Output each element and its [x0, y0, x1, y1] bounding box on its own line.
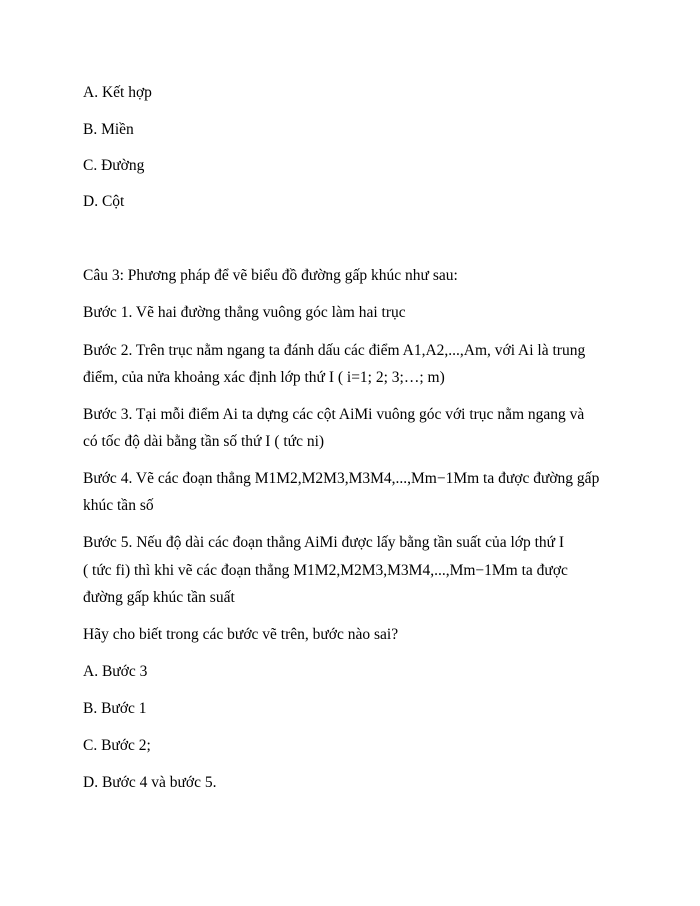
question-prompt: Hãy cho biết trong các bước vẽ trên, bước nào sai? — [83, 626, 399, 643]
step-3-line-1: Bước 3. Tại mỗi điểm Ai ta dựng các cột AiMi vuông góc với trục nằm ngang và — [83, 406, 585, 423]
step-2-line-1: Bước 2. Trên trục nằm ngang ta đánh dấu các điểm A1,A2,...,Am, với Ai là trung — [83, 342, 586, 359]
step-4-line-2: khúc tần số — [83, 497, 154, 514]
step-5-line-2: ( tức fi) thì khi vẽ các đoạn thẳng M1M2,M2M3,M3M4,...,Mm−1Mm ta được — [83, 562, 568, 579]
prev-option-d: D. Cột — [83, 193, 125, 210]
step-5-line-1: Bước 5. Nếu độ dài các đoạn thẳng AiMi được lấy bằng tần suất của lớp thứ I — [83, 534, 565, 551]
step-2-line-2: điểm, của nửa khoảng xác định lớp thứ I ( i=1; 2; 3;…; m) — [83, 369, 445, 386]
answer-option-c: C. Bước 2; — [83, 737, 151, 754]
answer-option-d: D. Bước 4 và bước 5. — [83, 774, 217, 791]
prev-option-b: B. Miền — [83, 121, 134, 138]
step-4-line-1: Bước 4. Vẽ các đoạn thẳng M1M2,M2M3,M3M4,...,Mm−1Mm ta được đường gấp — [83, 470, 600, 487]
answer-option-a: A. Bước 3 — [83, 663, 148, 680]
answer-option-b: B. Bước 1 — [83, 700, 147, 717]
prev-option-c: C. Đường — [83, 157, 145, 174]
step-1: Bước 1. Vẽ hai đường thẳng vuông góc làm hai trục — [83, 304, 406, 321]
prev-option-a: A. Kết hợp — [83, 84, 152, 101]
question-title: Câu 3: Phương pháp để vẽ biểu đồ đường gấp khúc như sau: — [83, 267, 458, 284]
step-5-line-3: đường gấp khúc tần suất — [83, 589, 235, 606]
step-3-line-2: có tốc độ dài bằng tần số thứ I ( tức ni) — [83, 433, 325, 450]
